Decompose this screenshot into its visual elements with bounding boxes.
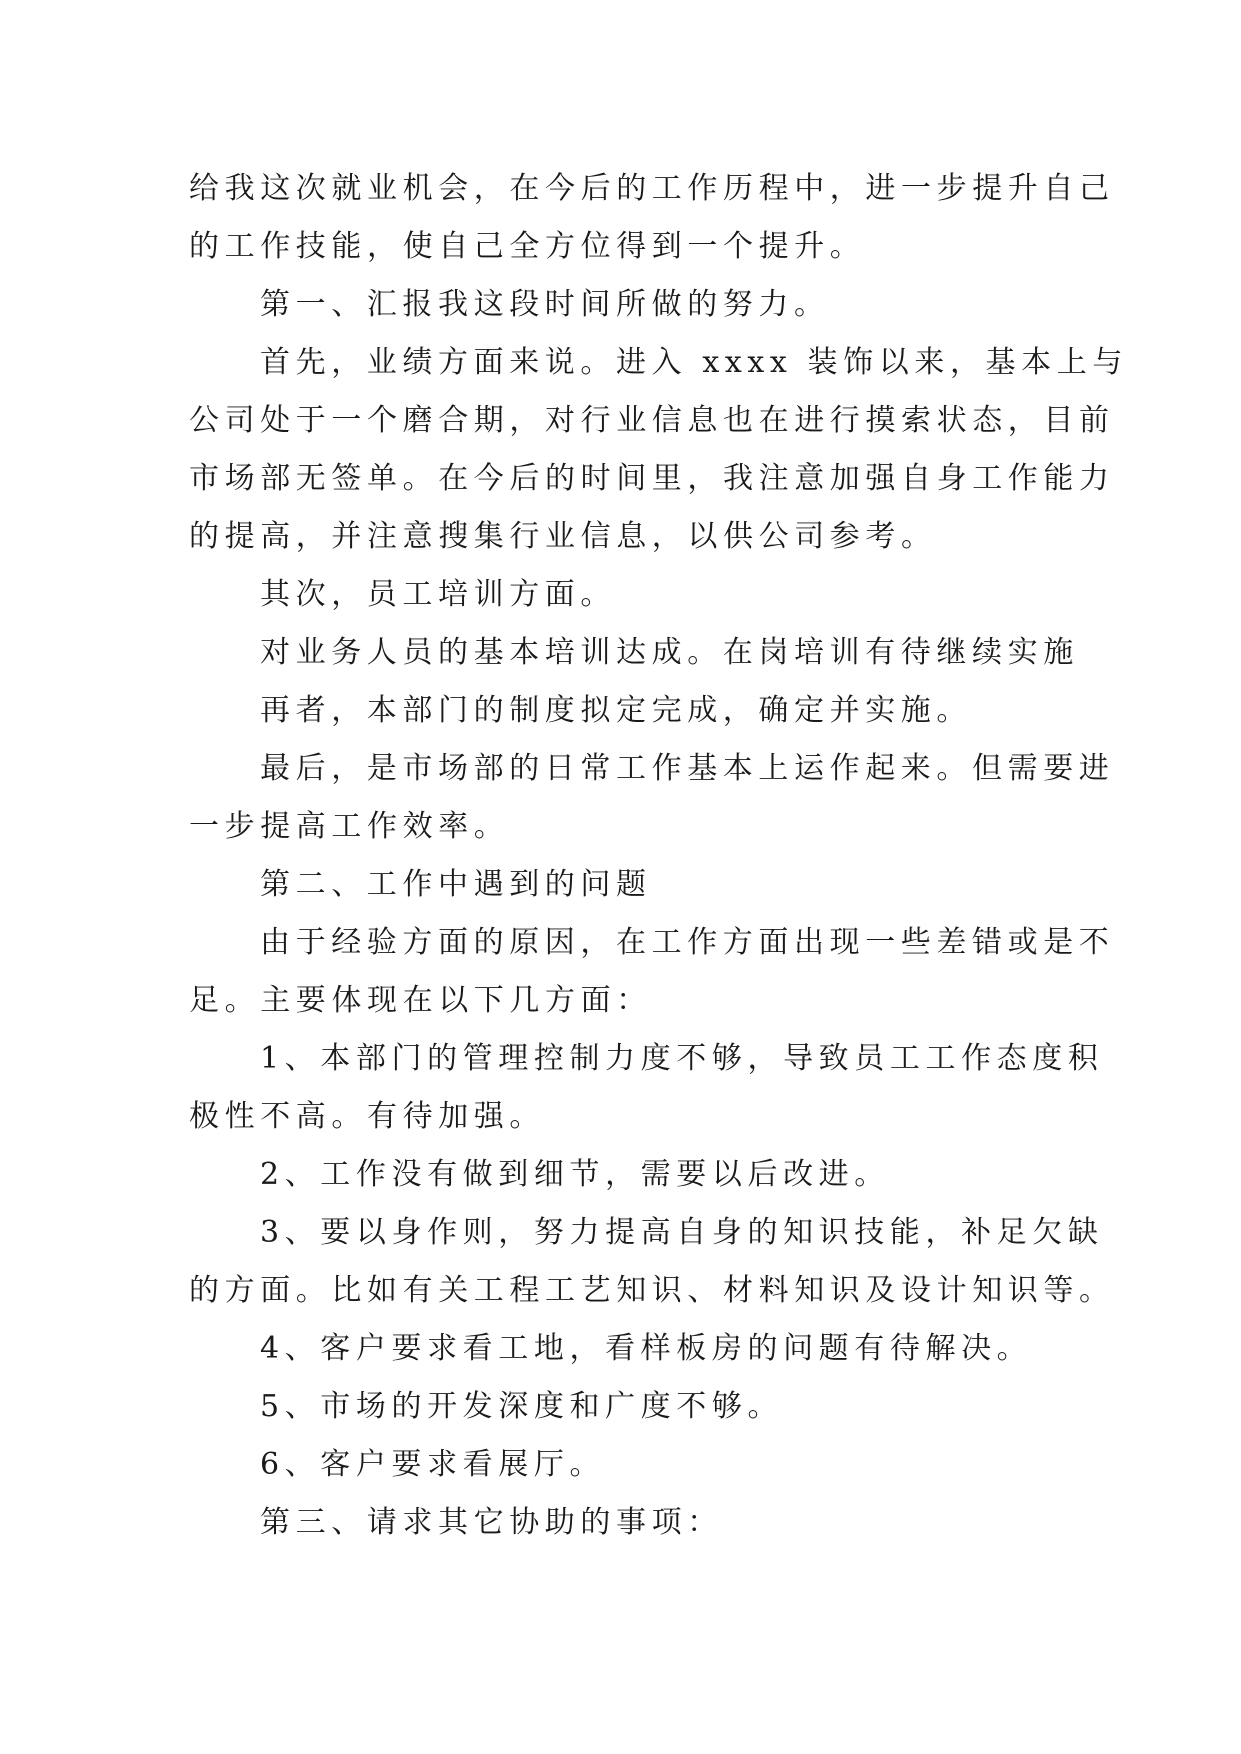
text-line: 最后，是市场部的日常工作基本上运作起来。但需要进 [260, 751, 1115, 786]
section-heading-2: 第二、工作中遇到的问题 [260, 867, 652, 902]
section-heading-3: 第三、请求其它协助的事项： [260, 1505, 723, 1540]
text-line: 极性不高。有待加强。 [189, 1099, 545, 1134]
list-item: 6、客户要求看展厅。 [260, 1447, 606, 1482]
list-item: 3、要以身作则，努力提高自身的知识技能，补足欠缺 [260, 1215, 1104, 1250]
list-item: 5、市场的开发深度和广度不够。 [260, 1389, 784, 1424]
text-line: 公司处于一个磨合期，对行业信息也在进行摸索状态，目前 [189, 403, 1115, 438]
text-line: 其次，员工培训方面。 [260, 577, 616, 612]
text-line: 市场部无签单。在今后的时间里，我注意加强自身工作能力 [189, 461, 1115, 496]
document-body [189, 160, 1128, 1552]
section-heading-1: 第一、汇报我这段时间所做的努力。 [260, 287, 830, 322]
list-item: 4、客户要求看工地，看样板房的问题有待解决。 [260, 1331, 1033, 1366]
text-line: 由于经验方面的原因，在工作方面出现一些差错或是不 [260, 925, 1115, 960]
text-line: 的方面。比如有关工程工艺知识、材料知识及设计知识等。 [189, 1273, 1115, 1308]
text-line: 的提高，并注意搜集行业信息，以供公司参考。 [189, 519, 937, 554]
text-line: 的工作技能，使自己全方位得到一个提升。 [189, 229, 866, 264]
text-line: 对业务人员的基本培训达成。在岗培训有待继续实施 [260, 635, 1079, 670]
list-item: 2、工作没有做到细节，需要以后改进。 [260, 1157, 890, 1192]
text-line: 首先，业绩方面来说。进入 xxxx 装饰以来，基本上与 [260, 345, 1128, 380]
text-line: 一步提高工作效率。 [189, 809, 510, 844]
text-line: 给我这次就业机会，在今后的工作历程中，进一步提升自己 [189, 171, 1115, 206]
list-item: 1、本部门的管理控制力度不够，导致员工工作态度积 [260, 1041, 1104, 1076]
text-line: 足。主要体现在以下几方面： [189, 983, 652, 1018]
text-line: 再者，本部门的制度拟定完成，确定并实施。 [260, 693, 972, 728]
